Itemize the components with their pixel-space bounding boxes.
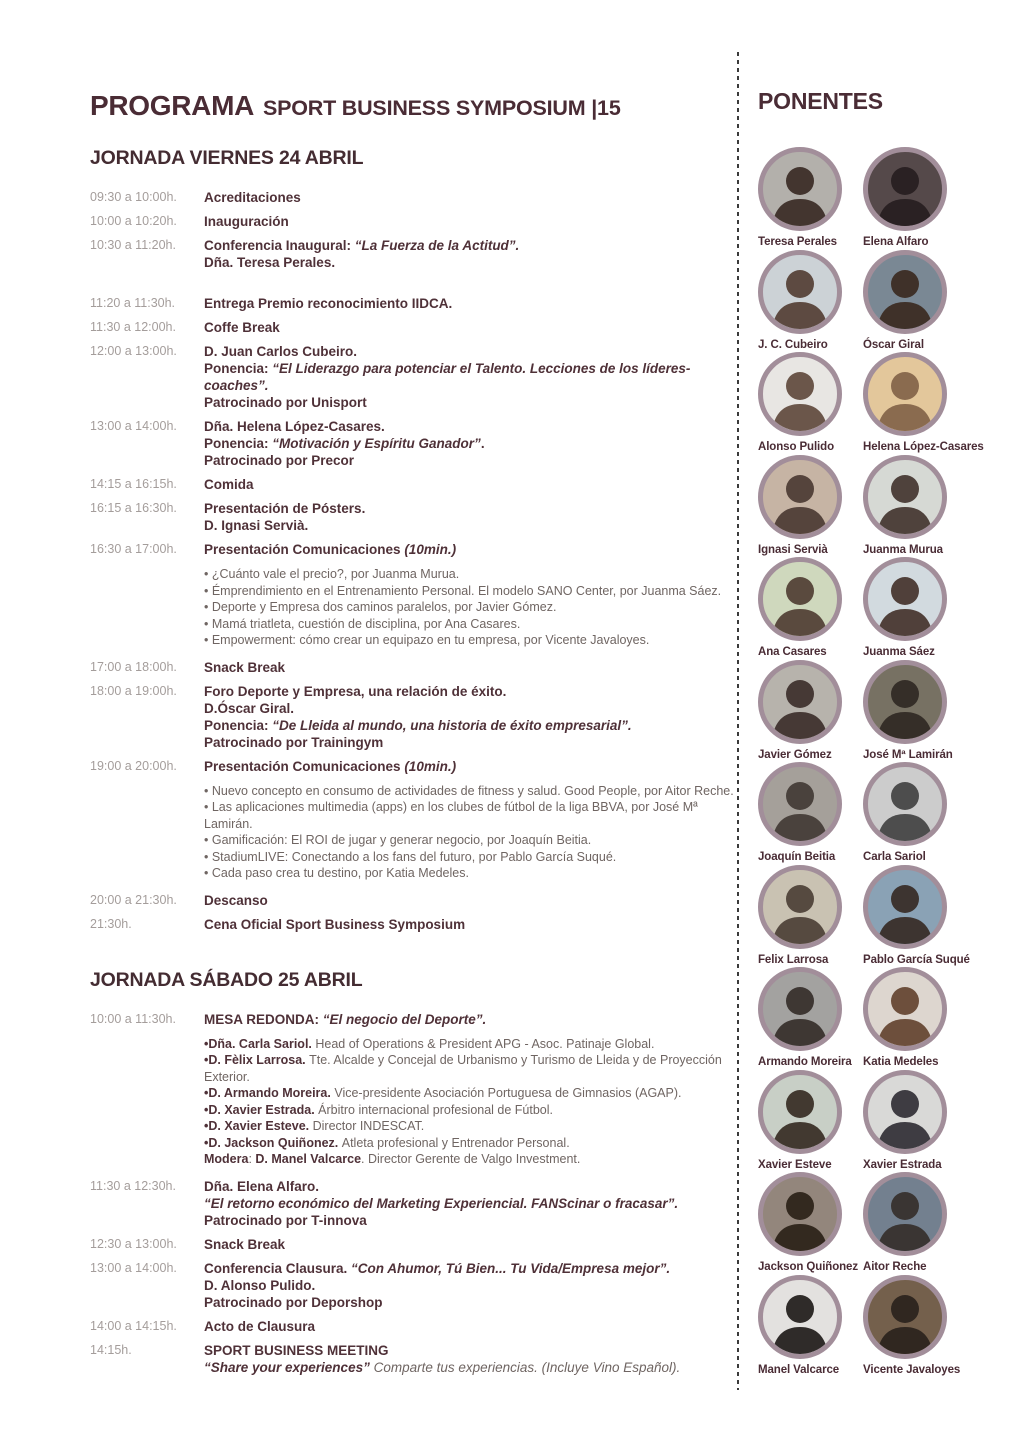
speaker-photo bbox=[863, 557, 947, 641]
page-title-main: PROGRAMA bbox=[90, 90, 255, 121]
time-range: 13:00 a 14:00h. bbox=[90, 419, 177, 433]
schedule-line bbox=[204, 865, 738, 882]
speaker-card bbox=[863, 967, 1020, 1070]
speaker-card bbox=[863, 250, 1020, 353]
time-range: 16:30 a 17:00h. bbox=[90, 542, 177, 556]
speaker-card bbox=[758, 557, 863, 660]
speaker-card bbox=[758, 250, 863, 353]
event-content bbox=[204, 237, 738, 271]
schedule-row bbox=[90, 1318, 738, 1335]
event-content bbox=[204, 1011, 738, 1171]
speaker-name: José Mª Lamirán bbox=[863, 748, 953, 761]
page-title-sub: SPORT BUSINESS SYMPOSIUM |15 bbox=[262, 96, 621, 120]
time-range: 20:00 a 21:30h. bbox=[90, 892, 177, 907]
speaker-name: Juanma Murua bbox=[863, 543, 943, 556]
text-segment: Acreditaciones bbox=[204, 190, 301, 205]
text-segment: D. Juan Carlos Cubeiro. bbox=[204, 344, 358, 359]
person-silhouette-icon bbox=[763, 870, 837, 944]
speaker-name: Ignasi Servià bbox=[758, 543, 828, 556]
page-title bbox=[90, 86, 738, 123]
speaker-name: Elena Alfaro bbox=[863, 236, 929, 248]
text-segment: • Las aplicaciones multimedia (apps) en los clubes de fútbol de la liga BBVA, por José Mª Lamirán. bbox=[204, 800, 698, 831]
schedule-line bbox=[204, 1294, 738, 1311]
event-content bbox=[204, 1342, 738, 1376]
schedule-line bbox=[204, 1052, 738, 1085]
schedule-line bbox=[204, 500, 738, 517]
schedule-line bbox=[204, 394, 738, 411]
speaker-name: Joaquín Beitia bbox=[758, 851, 836, 863]
schedule-line bbox=[204, 659, 738, 676]
text-segment: •D. Fèlix Larrosa. bbox=[204, 1053, 310, 1067]
speaker-photo bbox=[758, 250, 842, 334]
speaker-photo bbox=[863, 660, 947, 744]
text-segment: Entrega Premio reconocimiento IIDCA. bbox=[204, 296, 453, 311]
event-content bbox=[204, 683, 738, 751]
schedule-line bbox=[204, 213, 738, 230]
schedule-row bbox=[90, 500, 738, 534]
speaker-card bbox=[758, 865, 863, 968]
schedule-line bbox=[204, 1011, 738, 1028]
text-segment: “Con Ahumor, Tú Bien... Tu Vida/Empresa mejor”. bbox=[351, 1260, 671, 1276]
text-segment: Atleta profesional y Entrenador Personal. bbox=[341, 1135, 570, 1150]
speaker-name: Armando Moreira bbox=[758, 1056, 852, 1068]
speaker-card bbox=[863, 1275, 1020, 1378]
text-segment: “El Liderazgo para potenciar el Talento. Lecciones de los líderes-coaches”. bbox=[204, 361, 691, 393]
speaker-card bbox=[863, 147, 1020, 250]
schedule-line bbox=[204, 1342, 738, 1359]
text-segment: Patrocinado por Deporshop bbox=[204, 1294, 383, 1310]
time-range: 14:15h. bbox=[90, 1342, 132, 1357]
bullet-list bbox=[204, 1036, 738, 1168]
schedule-line bbox=[204, 916, 738, 933]
schedule-line bbox=[204, 1359, 738, 1376]
text-segment: Acto de Clausura bbox=[204, 1318, 316, 1334]
schedule-line bbox=[204, 1085, 738, 1102]
schedule-line bbox=[204, 1102, 738, 1119]
speaker-photo bbox=[863, 967, 947, 1051]
day-heading: JORNADA SÁBADO 25 ABRIL bbox=[90, 968, 363, 991]
schedule-row bbox=[90, 1178, 738, 1229]
text-segment: • Empowerment: cómo crear un equipazo en tu empresa, por Vicente Javaloyes. bbox=[204, 633, 650, 647]
speaker-photo bbox=[758, 352, 842, 436]
text-segment: Vice-presidente Asociación Portuguesa de Gimnasios (AGAP). bbox=[334, 1086, 682, 1100]
speaker-card bbox=[758, 1070, 863, 1173]
schedule-line bbox=[204, 295, 738, 312]
schedule-row bbox=[90, 683, 738, 751]
schedule-line bbox=[204, 418, 738, 435]
schedule-row bbox=[90, 418, 738, 469]
text-segment: Patrocinado por T-innova bbox=[204, 1212, 367, 1228]
person-silhouette-icon bbox=[763, 665, 837, 739]
text-segment: (10min.) bbox=[404, 758, 457, 774]
speaker-photo bbox=[863, 250, 947, 334]
schedule-line bbox=[204, 599, 738, 616]
schedule-line bbox=[204, 435, 738, 452]
text-segment: • Émprendimiento en el Entrenamiento Personal. El modelo SANO Center, por Juanma Sáez. bbox=[204, 583, 722, 598]
speaker-name: Carla Sariol bbox=[863, 851, 926, 863]
time-range: 14:00 a 14:15h. bbox=[90, 1318, 177, 1333]
text-segment: Conferencia Inaugural: bbox=[204, 238, 355, 253]
speaker-name: Javier Gómez bbox=[758, 748, 832, 761]
person-silhouette-icon bbox=[868, 1075, 942, 1149]
text-segment: Snack Break bbox=[204, 659, 286, 675]
text-segment: Ponencia: bbox=[204, 717, 273, 733]
text-segment: Dña. Teresa Perales. bbox=[204, 255, 336, 270]
schedule-row bbox=[90, 237, 738, 271]
text-segment: Cena Oficial Sport Business Symposium bbox=[204, 916, 466, 932]
speaker-name: Ana Casares bbox=[758, 646, 827, 658]
speaker-card bbox=[758, 660, 863, 763]
text-segment: Conferencia Clausura. bbox=[204, 1260, 352, 1276]
speaker-photo bbox=[863, 1070, 947, 1154]
event-content bbox=[204, 892, 738, 909]
speaker-card bbox=[863, 762, 1020, 865]
speaker-card bbox=[863, 557, 1020, 660]
schedule-line bbox=[204, 319, 738, 336]
text-segment: Ponencia: bbox=[204, 436, 273, 451]
schedule-line bbox=[204, 758, 738, 775]
event-content bbox=[204, 189, 738, 206]
time-range: 10:00 a 10:20h. bbox=[90, 214, 177, 228]
text-segment: Dña. Helena López-Casares. bbox=[204, 419, 385, 434]
schedule-line bbox=[204, 1151, 738, 1168]
speaker-name: Xavier Estrada bbox=[863, 1158, 942, 1171]
speaker-photo bbox=[863, 762, 947, 846]
speaker-photo bbox=[863, 352, 947, 436]
text-segment: •D. Xavier Esteve. bbox=[204, 1119, 313, 1133]
schedule-row bbox=[90, 319, 738, 336]
speaker-photo bbox=[758, 865, 842, 949]
text-segment: “Motivación y Espíritu Ganador” bbox=[272, 436, 481, 451]
schedule-line bbox=[204, 1036, 738, 1053]
speaker-card bbox=[863, 1172, 1020, 1275]
schedule-row bbox=[90, 916, 738, 933]
time-range: 21:30h. bbox=[90, 916, 132, 931]
text-segment: (10min.) bbox=[404, 542, 457, 557]
text-segment: • Nuevo concepto en consumo de actividades de fitness y salud. Good People, por Aitor Reche. bbox=[204, 783, 734, 798]
speaker-card bbox=[863, 455, 1020, 558]
person-silhouette-icon bbox=[763, 767, 837, 841]
schedule-row bbox=[90, 343, 738, 411]
text-segment: •D. Jackson Quiñonez. bbox=[204, 1135, 342, 1150]
speakers-panel bbox=[758, 88, 1020, 1377]
text-segment: Comparte tus experiencias. (Incluye Vino Español). bbox=[373, 1359, 681, 1375]
schedule-row bbox=[90, 1236, 738, 1253]
schedule-line bbox=[204, 1212, 738, 1229]
event-content bbox=[204, 319, 738, 336]
text-segment: Dña. Elena Alfaro. bbox=[204, 1178, 320, 1194]
time-range: 12:00 a 13:00h. bbox=[90, 344, 177, 358]
time-range: 11:30 a 12:00h. bbox=[90, 320, 176, 334]
speaker-card bbox=[758, 455, 863, 558]
time-range: 10:00 a 11:30h. bbox=[90, 1011, 176, 1026]
speaker-card bbox=[758, 762, 863, 865]
schedule-row bbox=[90, 1260, 738, 1311]
text-segment: •D. Xavier Estrada. bbox=[204, 1102, 319, 1117]
dashed-divider bbox=[737, 52, 739, 1390]
text-segment: Comida bbox=[204, 477, 254, 492]
event-content bbox=[204, 1260, 738, 1311]
schedule-line bbox=[204, 632, 738, 649]
text-segment: • StadiumLIVE: Conectando a los fans del futuro, por Pablo García Suqué. bbox=[204, 849, 617, 864]
schedule-line bbox=[204, 849, 738, 866]
schedule-row bbox=[90, 758, 738, 885]
person-silhouette-icon bbox=[763, 562, 837, 636]
text-segment: “Share your experiences” bbox=[204, 1359, 374, 1375]
time-range: 10:30 a 11:20h. bbox=[90, 238, 176, 252]
text-segment: “El retorno económico del Marketing Experiencial. FANScinar o fracasar”. bbox=[204, 1195, 679, 1211]
schedule-row bbox=[90, 1342, 738, 1376]
time-range: 12:30 a 13:00h. bbox=[90, 1236, 177, 1251]
schedule-row bbox=[90, 541, 738, 652]
schedule-row bbox=[90, 476, 738, 493]
speaker-name: Manel Valcarce bbox=[758, 1363, 840, 1376]
person-silhouette-icon bbox=[868, 152, 942, 226]
text-segment: Presentación Comunicaciones bbox=[204, 758, 405, 774]
text-segment: Foro Deporte y Empresa, una relación de éxito. bbox=[204, 683, 507, 699]
speakers-grid bbox=[758, 147, 1020, 1377]
speaker-name: Teresa Perales bbox=[758, 236, 837, 248]
speaker-photo bbox=[758, 660, 842, 744]
person-silhouette-icon bbox=[763, 152, 837, 226]
speaker-name: Katia Medeles bbox=[863, 1056, 939, 1068]
speaker-card bbox=[758, 1172, 863, 1275]
text-segment: Árbitro internacional profesional de Fútbol. bbox=[318, 1102, 554, 1117]
speaker-card bbox=[758, 1275, 863, 1378]
schedule-line bbox=[204, 1135, 738, 1152]
schedule-line bbox=[204, 1178, 738, 1195]
person-silhouette-icon bbox=[763, 1280, 837, 1354]
schedule-line bbox=[204, 683, 738, 700]
schedule-days bbox=[90, 147, 738, 1376]
schedule-line bbox=[204, 616, 738, 633]
text-segment: MESA REDONDA: bbox=[204, 1011, 323, 1027]
person-silhouette-icon bbox=[763, 972, 837, 1046]
text-segment: Patrocinado por Unisport bbox=[204, 395, 367, 410]
schedule-line bbox=[204, 583, 738, 600]
person-silhouette-icon bbox=[763, 357, 837, 431]
speaker-card bbox=[863, 352, 1020, 455]
text-segment: SPORT BUSINESS MEETING bbox=[204, 1342, 389, 1358]
text-segment: “De Lleida al mundo, una historia de éxito empresarial”. bbox=[272, 717, 632, 733]
speaker-photo bbox=[863, 455, 947, 539]
speaker-name: Vicente Javaloyes bbox=[863, 1363, 961, 1376]
schedule-line bbox=[204, 783, 738, 800]
event-content bbox=[204, 1318, 738, 1335]
schedule-line bbox=[204, 343, 738, 360]
person-silhouette-icon bbox=[868, 562, 942, 636]
event-content bbox=[204, 1178, 738, 1229]
event-content bbox=[204, 659, 738, 676]
event-content bbox=[204, 1236, 738, 1253]
text-segment: • Mamá triatleta, cuestión de disciplina, por Ana Casares. bbox=[204, 616, 521, 631]
text-segment: D. Manel Valcarce bbox=[255, 1152, 362, 1166]
text-segment: Inauguración bbox=[204, 214, 289, 229]
text-segment: • Gamificación: El ROI de jugar y generar negocio, por Joaquín Beitia. bbox=[204, 833, 592, 847]
text-segment: “El negocio del Deporte”. bbox=[322, 1011, 487, 1027]
text-segment: • Deporte y Empresa dos caminos paralelos, por Javier Gómez. bbox=[204, 600, 557, 614]
person-silhouette-icon bbox=[763, 1075, 837, 1149]
time-range: 19:00 a 20:00h. bbox=[90, 758, 177, 773]
speaker-card bbox=[758, 147, 863, 250]
event-content bbox=[204, 758, 738, 885]
speakers-heading: PONENTES bbox=[758, 88, 883, 114]
text-segment: . bbox=[480, 436, 485, 451]
event-content bbox=[204, 476, 738, 493]
person-silhouette-icon bbox=[868, 972, 942, 1046]
schedule-row bbox=[90, 892, 738, 909]
time-range: 17:00 a 18:00h. bbox=[90, 659, 177, 674]
text-segment: Ponencia: bbox=[204, 361, 273, 376]
schedule-line bbox=[204, 1277, 738, 1294]
speaker-name: Helena López-Casares bbox=[863, 441, 984, 453]
speaker-photo bbox=[758, 1172, 842, 1256]
person-silhouette-icon bbox=[868, 1280, 942, 1354]
speaker-card bbox=[863, 660, 1020, 763]
schedule-line bbox=[204, 452, 738, 469]
person-silhouette-icon bbox=[868, 1177, 942, 1251]
speaker-photo bbox=[758, 147, 842, 231]
schedule-line bbox=[204, 700, 738, 717]
event-content bbox=[204, 916, 738, 933]
bullet-list bbox=[204, 783, 738, 882]
speaker-name: Felix Larrosa bbox=[758, 953, 829, 966]
speaker-photo bbox=[758, 1275, 842, 1359]
speaker-name: Aitor Reche bbox=[863, 1261, 927, 1273]
person-silhouette-icon bbox=[868, 255, 942, 329]
time-range: 11:20 a 11:30h. bbox=[90, 296, 176, 310]
text-segment: Presentación de Pósters. bbox=[204, 501, 366, 516]
speaker-photo bbox=[863, 865, 947, 949]
person-silhouette-icon bbox=[868, 460, 942, 534]
text-segment: • Cada paso crea tu destino, por Katia Medeles. bbox=[204, 866, 469, 880]
schedule-line bbox=[204, 892, 738, 909]
schedule-line bbox=[204, 717, 738, 734]
event-content bbox=[204, 295, 738, 312]
schedule-line bbox=[204, 476, 738, 493]
text-segment: . Director Gerente de Valgo Investment. bbox=[361, 1152, 581, 1166]
text-segment: : bbox=[248, 1152, 256, 1166]
person-silhouette-icon bbox=[868, 665, 942, 739]
text-segment: Director INDESCAT. bbox=[312, 1119, 425, 1133]
time-range: 09:30 a 10:00h. bbox=[90, 190, 177, 204]
time-range: 14:15 a 16:15h. bbox=[90, 477, 177, 491]
schedule-line bbox=[204, 360, 738, 394]
schedule-line bbox=[204, 254, 738, 271]
text-segment: Coffe Break bbox=[204, 320, 280, 335]
speaker-name: Alonso Pulido bbox=[758, 441, 834, 453]
text-segment: Modera bbox=[204, 1152, 249, 1166]
schedule-line bbox=[204, 799, 738, 832]
text-segment: •Dña. Carla Sariol. bbox=[204, 1036, 316, 1051]
speaker-photo bbox=[758, 455, 842, 539]
speaker-photo bbox=[758, 762, 842, 846]
bullet-list bbox=[204, 566, 738, 649]
schedule-row bbox=[90, 189, 738, 206]
speaker-name: Jackson Quiñonez bbox=[758, 1261, 859, 1273]
schedule-line bbox=[204, 1118, 738, 1135]
person-silhouette-icon bbox=[868, 870, 942, 944]
schedule-line bbox=[204, 1318, 738, 1335]
speaker-card bbox=[863, 1070, 1020, 1173]
text-segment: Patrocinado por Precor bbox=[204, 453, 355, 468]
schedule-row bbox=[90, 1011, 738, 1171]
text-segment: D. Alonso Pulido. bbox=[204, 1277, 316, 1293]
schedule-row bbox=[90, 659, 738, 676]
schedule-line bbox=[204, 1260, 738, 1277]
time-range: 13:00 a 14:00h. bbox=[90, 1260, 177, 1275]
speaker-card bbox=[758, 352, 863, 455]
text-segment: “La Fuerza de la Actitud”. bbox=[354, 238, 520, 253]
speaker-photo bbox=[758, 967, 842, 1051]
schedule-line bbox=[204, 541, 738, 558]
text-segment: •D. Armando Moreira. bbox=[204, 1086, 335, 1100]
speaker-photo bbox=[758, 557, 842, 641]
text-segment: Tte. Alcalde y Concejal de Urbanismo y Turismo de Lleida y de Proyección Exterior. bbox=[204, 1053, 722, 1084]
person-silhouette-icon bbox=[763, 460, 837, 534]
text-segment: Head of Operations & President APG - Asoc. Patinaje Global. bbox=[315, 1036, 655, 1051]
event-content bbox=[204, 500, 738, 534]
schedule-panel bbox=[90, 86, 738, 1383]
schedule-line bbox=[204, 566, 738, 583]
text-segment: Snack Break bbox=[204, 1236, 286, 1252]
schedule-line bbox=[204, 189, 738, 206]
speaker-photo bbox=[758, 1070, 842, 1154]
time-range: 18:00 a 19:00h. bbox=[90, 683, 177, 698]
person-silhouette-icon bbox=[763, 255, 837, 329]
time-range: 16:15 a 16:30h. bbox=[90, 501, 177, 515]
speaker-photo bbox=[863, 1172, 947, 1256]
schedule-line bbox=[204, 237, 738, 254]
speaker-name: Pablo García Suqué bbox=[863, 953, 970, 966]
text-segment: D. Ignasi Servià. bbox=[204, 518, 309, 533]
event-content bbox=[204, 418, 738, 469]
person-silhouette-icon bbox=[763, 1177, 837, 1251]
schedule-row bbox=[90, 295, 738, 312]
schedule-line bbox=[204, 1236, 738, 1253]
schedule-line bbox=[204, 1195, 738, 1212]
schedule-row bbox=[90, 213, 738, 230]
speaker-card bbox=[758, 967, 863, 1070]
text-segment: D.Óscar Giral. bbox=[204, 700, 295, 716]
text-segment: • ¿Cuánto vale el precio?, por Juanma Murua. bbox=[204, 567, 460, 581]
time-range: 11:30 a 12:30h. bbox=[90, 1178, 176, 1193]
text-segment: Patrocinado por Trainingym bbox=[204, 734, 384, 750]
speaker-photo bbox=[863, 1275, 947, 1359]
day-heading: JORNADA VIERNES 24 ABRIL bbox=[90, 147, 364, 169]
schedule-line bbox=[204, 832, 738, 849]
speaker-name: Xavier Esteve bbox=[758, 1158, 832, 1171]
speaker-card bbox=[863, 865, 1020, 968]
schedule-line bbox=[204, 517, 738, 534]
event-content bbox=[204, 541, 738, 652]
speaker-name: Juanma Sáez bbox=[863, 646, 935, 658]
text-segment: Descanso bbox=[204, 892, 268, 908]
schedule-line bbox=[204, 734, 738, 751]
speaker-name: Óscar Giral bbox=[863, 338, 924, 351]
event-content bbox=[204, 343, 738, 411]
person-silhouette-icon bbox=[868, 767, 942, 841]
person-silhouette-icon bbox=[868, 357, 942, 431]
speaker-photo bbox=[863, 147, 947, 231]
text-segment: Presentación Comunicaciones bbox=[204, 542, 405, 557]
speaker-name: J. C. Cubeiro bbox=[758, 338, 828, 351]
event-content bbox=[204, 213, 738, 230]
